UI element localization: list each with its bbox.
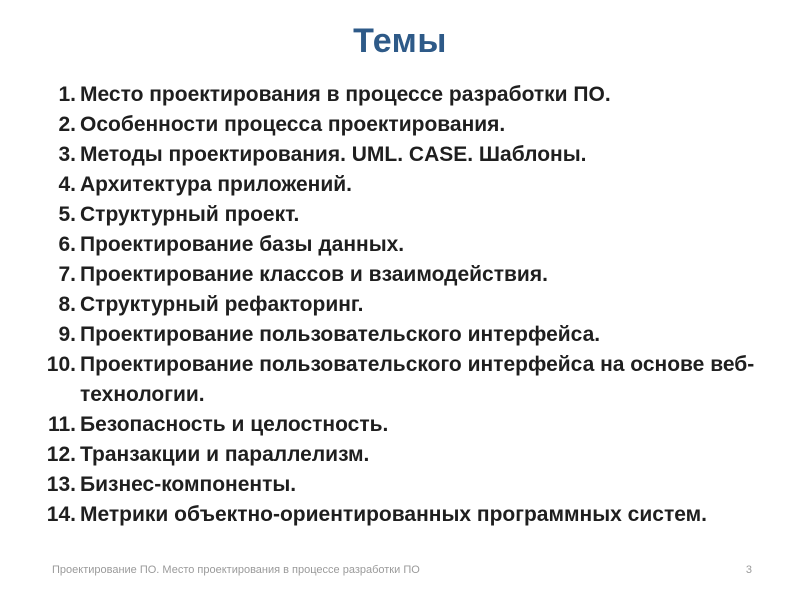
list-item	[20, 110, 780, 140]
item-text: Структурный проект.	[80, 203, 300, 226]
item-number: 4.	[58, 173, 76, 196]
item-text: Проектирование базы данных.	[80, 233, 405, 256]
slide-title: Темы	[353, 22, 447, 60]
item-number: 10.	[46, 353, 76, 376]
item-number: 13.	[46, 473, 76, 496]
list-item	[20, 140, 780, 170]
item-number: 12.	[46, 443, 76, 466]
item-text: Архитектура приложений.	[80, 173, 352, 196]
item-text: Методы проектирования. UML. CASE. Шаблоны.	[80, 143, 587, 166]
item-number: 8.	[58, 293, 76, 316]
item-number: 9.	[58, 323, 76, 346]
item-number: 6.	[58, 233, 76, 256]
item-text: Проектирование классов и взаимодействия.	[80, 263, 548, 286]
list-item	[20, 350, 780, 410]
item-text: Метрики объектно-ориентированных программных систем.	[80, 503, 708, 526]
list-item	[20, 230, 780, 260]
footer-text: Проектирование ПО. Место проектирования в процессе разработки ПО	[52, 564, 420, 576]
item-text: Транзакции и параллелизм.	[80, 443, 370, 466]
item-text: Структурный рефакторинг.	[80, 293, 364, 316]
item-text: Особенности процесса проектирования.	[80, 113, 506, 136]
item-text: Безопасность и целостность.	[80, 413, 389, 436]
list-item	[20, 320, 780, 350]
list-item	[20, 170, 780, 200]
item-number: 14.	[46, 503, 76, 526]
list-item	[20, 200, 780, 230]
page-number: 3	[745, 564, 752, 576]
list-item	[20, 440, 780, 470]
item-number: 2.	[58, 113, 76, 136]
item-text: Проектирование пользовательского интерфейса на основе веб-технологии.	[80, 353, 755, 406]
item-text: Бизнес-компоненты.	[80, 473, 297, 496]
item-number: 7.	[58, 263, 76, 286]
list-item	[20, 290, 780, 320]
item-number: 5.	[58, 203, 76, 226]
item-number: 11.	[47, 413, 76, 436]
item-number: 3.	[58, 143, 76, 166]
list-item	[20, 260, 780, 290]
item-text: Проектирование пользовательского интерфейса.	[80, 323, 601, 346]
list-item	[20, 410, 780, 440]
topics-list	[20, 80, 780, 530]
list-item	[20, 470, 780, 500]
list-item	[20, 80, 780, 110]
list-item	[20, 500, 780, 530]
item-number: 1.	[58, 83, 76, 106]
item-text: Место проектирования в процессе разработки ПО.	[80, 83, 611, 106]
